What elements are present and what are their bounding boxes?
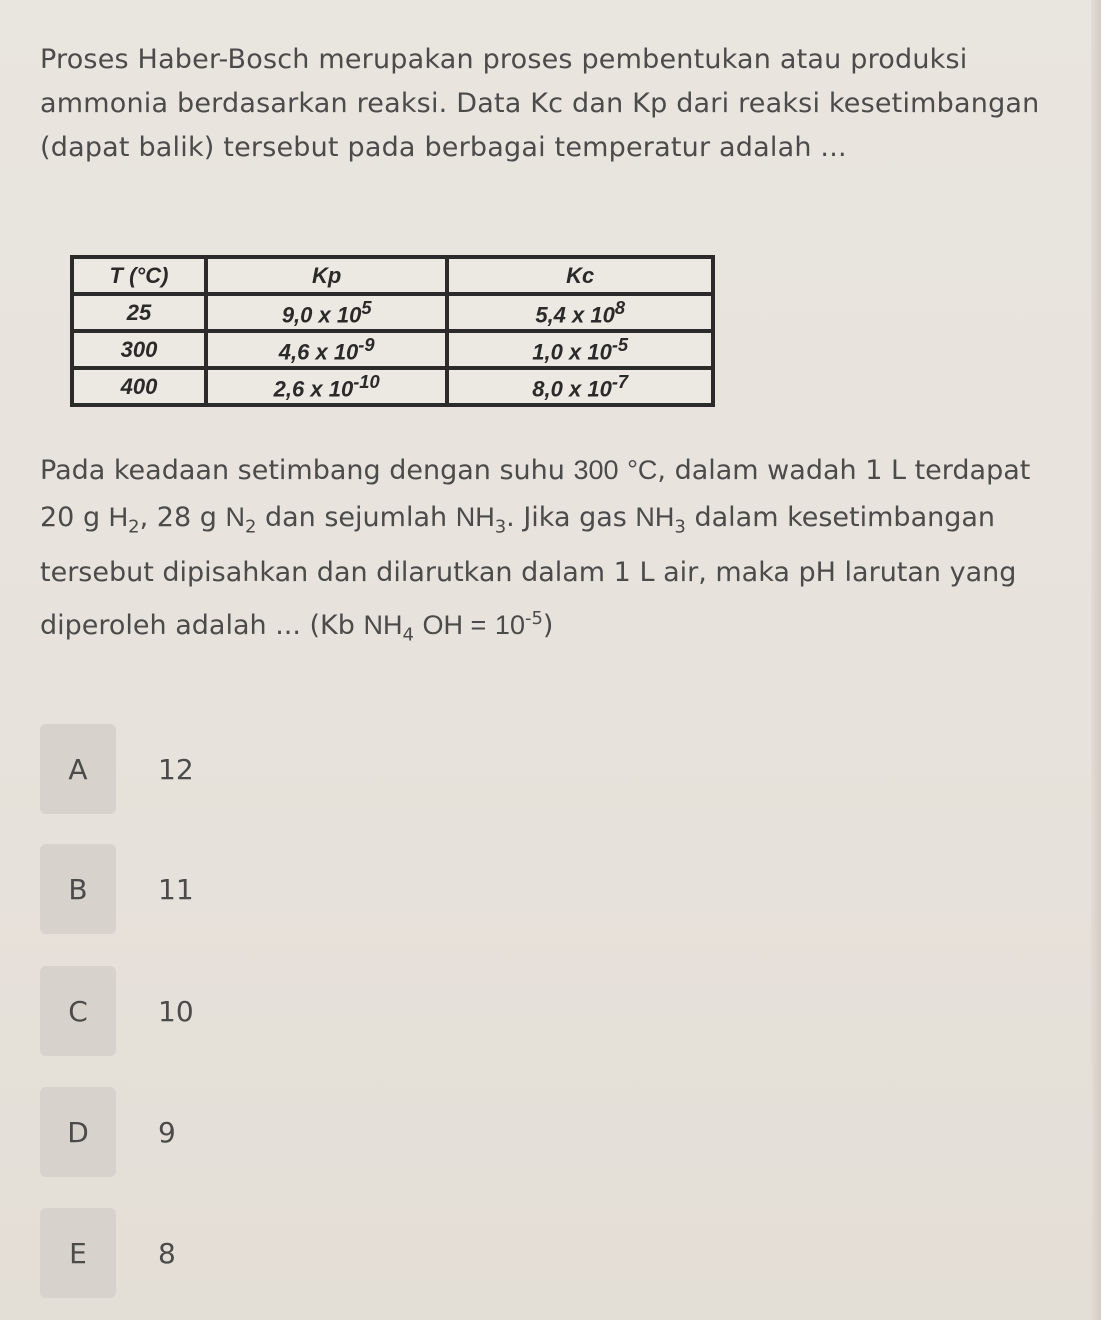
cell-kp: 4,6 x $10^{-9}$ [206,331,447,368]
option-value: 8 [158,1236,176,1270]
cell-temperature: 300 [72,331,206,368]
option-c[interactable] [40,966,540,1056]
equilibrium-data-table [70,255,715,407]
cell-temperature: 25 [72,294,206,331]
header-kp: Kp [206,257,447,294]
option-letter[interactable]: E [40,1208,116,1298]
table-row [72,331,713,368]
cell-kp: 2,6 x $10^{-10}$ [206,368,447,405]
question-text: Pada keadaan setimbang dengan suhu 300 °C, dalam wadah 1 L terdapat 20 g $H_2$, 28 g $N_2$ dan sejumlah $NH_3$. Jika gas $NH_3$ dalam kesetimbangan tersebut dipisahkan dan dilarutkan dalam 1 L air, maka pH larutan yang diperoleh adalah ... (Kb $NH_4$ OH = $10^{-5}$) [40,455,1031,646]
option-b[interactable] [40,844,540,934]
cell-kc: 1,0 x $10^{-5}$ [447,331,713,368]
cell-kp: 9,0 x $10^5$ [206,294,447,331]
cell-kc: 8,0 x $10^{-7}$ [447,368,713,405]
question-intro: Proses Haber-Bosch merupakan proses pembentukan atau produksi ammonia berdasarkan reaksi. Data Kc dan Kp dari reaksi kesetimbangan (dapat balik) tersebut pada berbagai temperatur adalah ... [40,44,1040,163]
option-letter[interactable]: A [40,724,116,814]
header-temperature: T (°C) [72,257,206,294]
page-edge [1091,0,1101,1320]
cell-temperature: 400 [72,368,206,405]
option-a[interactable] [40,724,540,814]
option-value: 10 [158,994,194,1028]
header-kc: Kc [447,257,713,294]
table-header-row [72,257,713,294]
option-value: 11 [158,872,194,906]
cell-kc: 5,4 x $10^8$ [447,294,713,331]
option-letter[interactable]: C [40,966,116,1056]
table-row [72,368,713,405]
option-letter[interactable]: D [40,1087,116,1177]
option-value: 12 [158,752,194,786]
option-d[interactable] [40,1087,540,1177]
option-e[interactable] [40,1208,540,1298]
option-value: 9 [158,1115,176,1149]
option-letter[interactable]: B [40,844,116,934]
table-row [72,294,713,331]
